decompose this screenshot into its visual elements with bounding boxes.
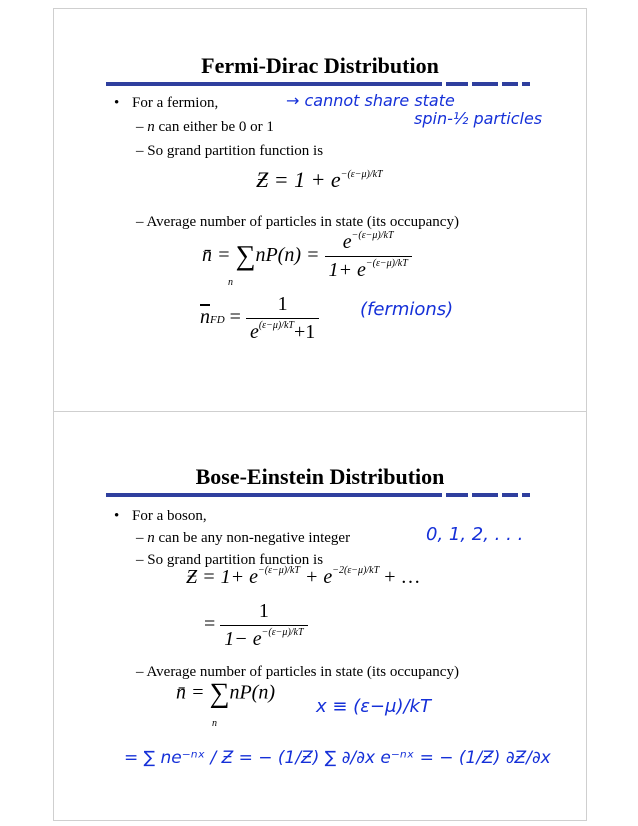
eq-equals: = (204, 613, 216, 636)
bar-seg (502, 493, 518, 497)
var-n: n (147, 530, 155, 546)
sub-item-3: – Average number of particles in state (its occupancy) (136, 664, 459, 680)
bullet-text: For a boson, (132, 508, 207, 524)
eq-lhs: n̄ = (202, 244, 236, 267)
nfd-fraction (246, 293, 319, 344)
denominator (325, 257, 412, 282)
bar-seg (446, 493, 468, 497)
bar-long (106, 493, 442, 497)
equation-nfd (200, 293, 319, 344)
eq-tail: + … (379, 566, 421, 588)
geom-den-base: 1− e (224, 628, 262, 650)
var-n: n (147, 119, 155, 135)
sub-item-3: – Average number of particles in state (its occupancy) (136, 214, 459, 230)
equation-geometric-sum (204, 600, 308, 651)
nfd-den-tail: +1 (294, 321, 316, 343)
nfd-denominator (246, 319, 319, 344)
bar-seg (502, 82, 518, 86)
geom-numerator: 1 (220, 600, 307, 626)
sub-item-2-text: So grand partition function is (147, 143, 324, 159)
sub-item-2-text: So grand partition function is (147, 552, 324, 568)
eq-mid: + e (299, 566, 333, 588)
handwritten-derivation: = ∑ ne⁻ⁿˣ / Ƶ = − (1/Ƶ) ∑ ∂/∂x e⁻ⁿˣ = − (1/Ƶ) ∂Ƶ/∂x (124, 748, 551, 768)
handwritten-note-cannot-share: → cannot share state (286, 91, 455, 110)
fraction (325, 231, 412, 282)
handwritten-note-fermions: (fermions) (360, 299, 454, 320)
den-base: 1+ e (328, 259, 366, 281)
equation-occupancy-fermion (202, 231, 412, 282)
equation-partition-fermion (256, 167, 383, 193)
eq-mid: nP(n) (229, 681, 276, 704)
bullet-dot: • (114, 95, 120, 111)
sub-item-1-text: can either be 0 or 1 (158, 119, 274, 135)
eq-lhs: n̄ = (176, 681, 210, 704)
sub-item-2: – So grand partition function is (136, 552, 324, 568)
nfd-eq: = (229, 306, 241, 329)
eq-exp1: −(ε−μ)/kT (258, 565, 300, 576)
handwritten-note-x-def: x ≡ (ε−μ)/kT (316, 696, 431, 717)
den-exp: −(ε−μ)/kT (365, 258, 408, 269)
slide-fermi-dirac (53, 8, 587, 411)
equation-partition-boson (186, 566, 420, 589)
geom-denominator (220, 626, 307, 651)
bullet-text: For a fermion, (132, 95, 219, 111)
sum-sign: ∑ (209, 678, 230, 709)
nfd-den-exp: (ε−μ)/kT (258, 320, 294, 331)
num-base: e (342, 231, 352, 253)
sub-item-3-text: Average number of particles in state (its occupancy) (146, 664, 459, 680)
sub-item-1: – n can either be 0 or 1 (136, 119, 274, 135)
eq-start: Ƶ = 1+ e (186, 566, 258, 588)
sub-item-1-text: can be any non-negative integer (158, 530, 351, 546)
nfd-sub: FD (210, 314, 225, 327)
equation-occupancy-boson (176, 678, 275, 710)
num-exp: −(ε−μ)/kT (351, 230, 394, 241)
bar-long (106, 82, 442, 86)
bar-seg (446, 82, 468, 86)
bullet-dot: • (114, 508, 120, 524)
eq-exponent: −(ε−μ)/kT (340, 169, 383, 180)
bar-seg (522, 493, 530, 497)
sub-item-3-text: Average number of particles in state (its occupancy) (146, 214, 459, 230)
slide-title: Fermi-Dirac Distribution (201, 53, 439, 78)
nfd-den-base: e (249, 321, 259, 343)
eq-exp2: −2(ε−μ)/kT (332, 565, 380, 576)
slide-bose-einstein (53, 411, 587, 821)
geom-fraction (220, 600, 307, 651)
sub-item-2: – So grand partition function is (136, 143, 324, 159)
bar-seg (522, 82, 530, 86)
handwritten-note-integers: 0, 1, 2, . . . (426, 524, 524, 545)
nfd-var: $\overline{n}$ (200, 306, 210, 329)
numerator (325, 231, 412, 257)
geom-den-exp: −(ε−μ)/kT (261, 627, 304, 638)
sum-index: n (212, 718, 217, 729)
eq-main: Ƶ = 1 + e (256, 167, 341, 192)
handwritten-note-spin: spin-½ particles (414, 109, 543, 128)
bar-seg (472, 82, 498, 86)
sub-item-1: – n can be any non-negative integer (136, 530, 351, 546)
slide-title: Bose-Einstein Distribution (195, 464, 445, 489)
sum-index: n (228, 277, 233, 288)
eq-mid: nP(n) = (255, 244, 320, 267)
nfd-numerator: 1 (246, 293, 319, 319)
bar-seg (472, 493, 498, 497)
sum-sign: ∑ (235, 240, 256, 272)
